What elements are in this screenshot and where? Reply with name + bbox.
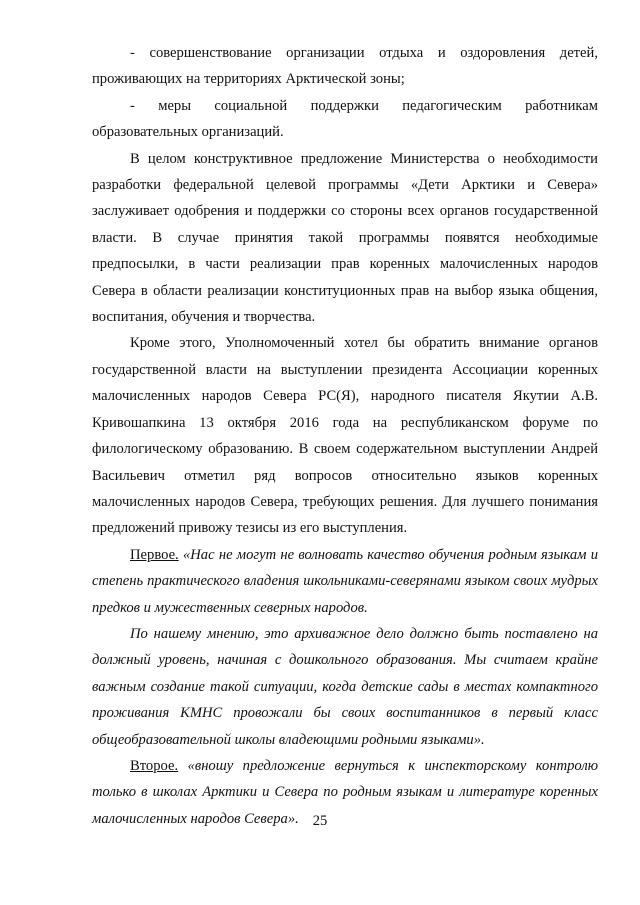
document-body: [92, 40, 598, 832]
list-item-recreation: - совершенствование организации отдыха и оздоровления детей, проживающих на территориях Арктической зоны;: [92, 45, 598, 88]
paragraph-thesis-first: [92, 542, 598, 621]
page-number: 25: [312, 813, 328, 829]
thesis-first-text: «Нас не могут не волновать качество обучения родным языкам и степень практического владения школьниками-северянами языком своих мудрых предков и мужественных северных народов.: [92, 546, 598, 616]
list-item-teacher-support: - меры социальной поддержки педагогическим работникам образовательных организаций.: [92, 97, 598, 141]
paragraph-federal-program: В целом конструктивное предложение Министерства о необходимости разработки федеральной целевой программы «Дети Арктики и Севера» заслуживает одобрения и поддержки со стороны всех органов государственной власти. В случае принятия такой программы появятся необходимые предпосылки, в части реализации прав коренных малочисленных народов Севера в области реализации конституционных прав на выбор языка общения, воспитания, обучения и творчества.: [92, 150, 598, 326]
label-second: Второе.: [130, 757, 179, 774]
thesis-second-text: «вношу предложение вернуться к инспекторскому контролю только в школах Арктики и Севера по родным языкам и литературе коренных малочисленных народов Севера».: [92, 757, 598, 827]
label-first: Первое.: [130, 546, 179, 563]
paragraph-association-speech: Кроме этого, Уполномоченный хотел бы обратить внимание органов государственной власти на выступлении президента Ассоциации коренных малочисленных народов Севера РС(Я), народного писателя Якутии А.В. Кривошапкина 13 октября 2016 года на республиканском форуме по филологическому образованию. В своем содержательном выступлении Андрей Васильевич отметил ряд вопросов относительно языков коренных малочисленных народов Севера, требующих решения. Для лучшего понимания предложений привожу тезисы из его выступления.: [92, 335, 598, 537]
paragraph-thesis-first-cont: По нашему мнению, это архиважное дело должно быть поставлено на должный уровень, начиная с дошкольного образования. Мы считаем крайне важным создание такой ситуации, когда детские сады в местах компактного проживания КМНС провожали бы своих воспитанников в первый класс общеобразовательной школы владеющими родными языками».: [92, 625, 598, 748]
